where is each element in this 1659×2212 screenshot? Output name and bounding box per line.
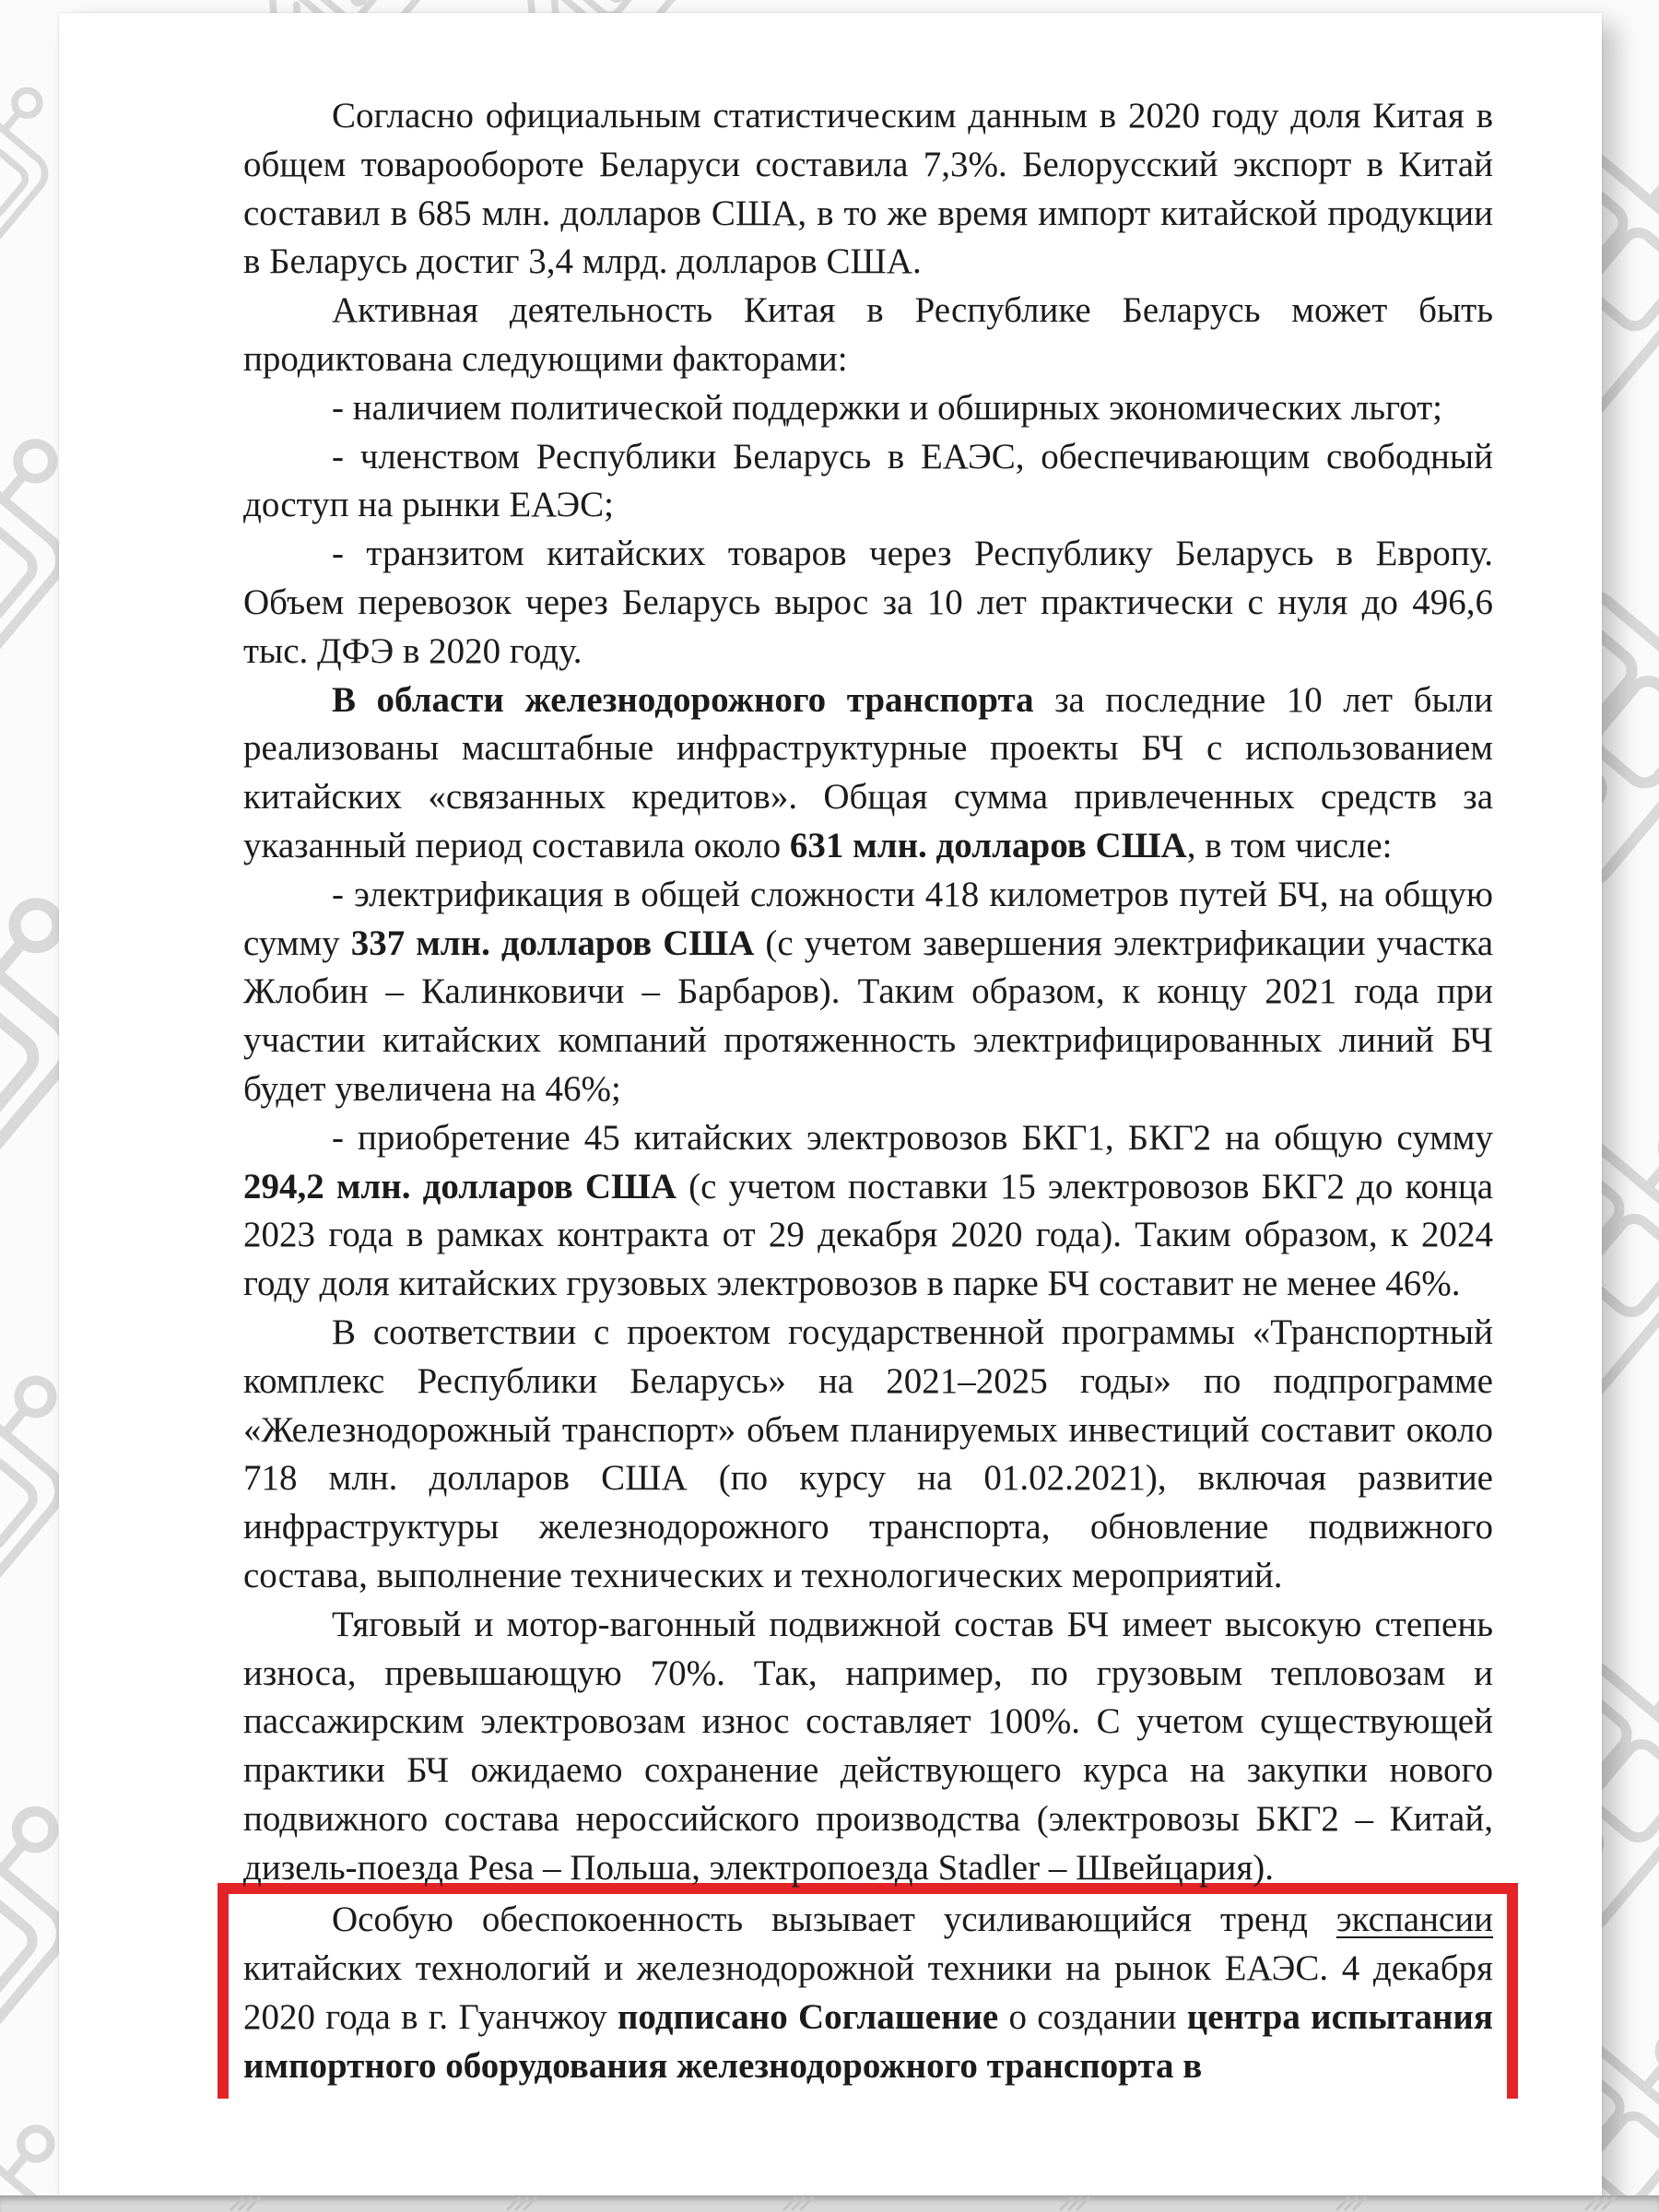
bold-text: подписано Соглашение [617, 1997, 999, 2038]
paragraph: Тяговый и мотор-вагонный подвижной состав БЧ имеет высокую степень износа, превышающую 70%. Так, например, по грузовым тепловозам и пассажирским электровозам износ составляет 100%. С учетом существующей практики БЧ ожидаемо сохранение действующего курса на закупки нового подвижного состава нероссийского производства (электровозы БКГ2 – Китай, дизель-поезда Pesa – Польша, электропоезда Stadler – Швейцария). [243, 1604, 1493, 1888]
paragraph: В области железнодорожного транспорта за последние 10 лет были реализованы масштабные инфраструктурные проекты БЧ с использованием китайских «связанных кредитов». Общая сумма привлеченных средств за указанный период составила около 631 млн. долларов США, в том числе: [243, 679, 1494, 865]
underlined-text: экспансии [1335, 1900, 1493, 1940]
document-text [243, 92, 1493, 2099]
paragraph: - наличием политической поддержки и обширных экономических льгот; [332, 387, 1442, 428]
bold-text: 294,2 млн. долларов США [243, 1166, 677, 1206]
paragraph: - электрификация в общей сложности 418 километров путей БЧ, на общую сумму 337 млн. долларов США (с учетом завершения электрификации участка Жлобин – Калинковичи – Барбаров). Таким образом, к концу 2021 года при участии китайских компаний протяженность электрифицированных линий БЧ будет увеличена на 46%; [243, 874, 1494, 1109]
paragraph: Активная деятельность Китая в Республике Беларусь может быть продиктована следующими факторами: [243, 290, 1493, 379]
rail-hatch-marks [0, 2195, 1659, 2212]
paragraph: - приобретение 45 китайских электровозов БКГ1, БКГ2 на общую сумму 294,2 млн. долларов США (с учетом поставки 15 электровозов БКГ2 до конца 2023 года в рамках контракта от 29 декабря 2020 года). Таким образом, к 2024 году доля китайских грузовых электровозов в парке БЧ составит не менее 46%. [243, 1117, 1494, 1304]
bold-text: центра испытания импортного оборудования железнодорожного транспорта в [243, 1997, 1493, 2086]
bold-text: В области железнодорожного транспорта [332, 679, 1034, 720]
paragraph: - транзитом китайских товаров через Республику Беларусь в Европу. Объем перевозок через Беларусь вырос за 10 лет практически с нуля до 496,6 тыс. ДФЭ в 2020 году. [243, 534, 1493, 671]
bold-text: 337 млн. долларов США [350, 923, 755, 963]
paragraph: В соответствии с проектом государственной программы «Транспортный комплекс Республики Беларусь» на 2021–2025 годы» по подпрограмме «Железнодорожный транспорт» объем планируемых инвестиций составит около 718 млн. долларов США (по курсу на 01.02.2021), включая развитие инфраструктуры железнодорожного транспорта, обновление подвижного состава, выполнение технических и технологических мероприятий. [243, 1312, 1493, 1595]
scan-bottom-edge [0, 2195, 1659, 2212]
highlight-box [218, 1883, 1518, 2098]
bold-text: 631 млн. долларов США [789, 825, 1187, 865]
paragraph: - членством Республики Беларусь в ЕАЭС, обеспечивающим свободный доступ на рынки ЕАЭС; [243, 436, 1493, 525]
document-page [59, 13, 1602, 2196]
paragraph: Особую обеспокоенность вызывает усиливающийся тренд экспансии китайских технологий и железнодорожной техники на рынок ЕАЭС. 4 декабря 2020 года в г. Гуанчжоу подписано Соглашение о создании центра испытания импортного оборудования железнодорожного транспорта в [243, 1900, 1493, 2086]
paragraph: Согласно официальным статистическим данным в 2020 году доля Китая в общем товарообороте Беларуси составила 7,3%. Белорусский экспорт в Китай составил в 685 млн. долларов США, в то же время импорт китайской продукции в Беларусь достиг 3,4 млрд. долларов США. [243, 96, 1493, 282]
